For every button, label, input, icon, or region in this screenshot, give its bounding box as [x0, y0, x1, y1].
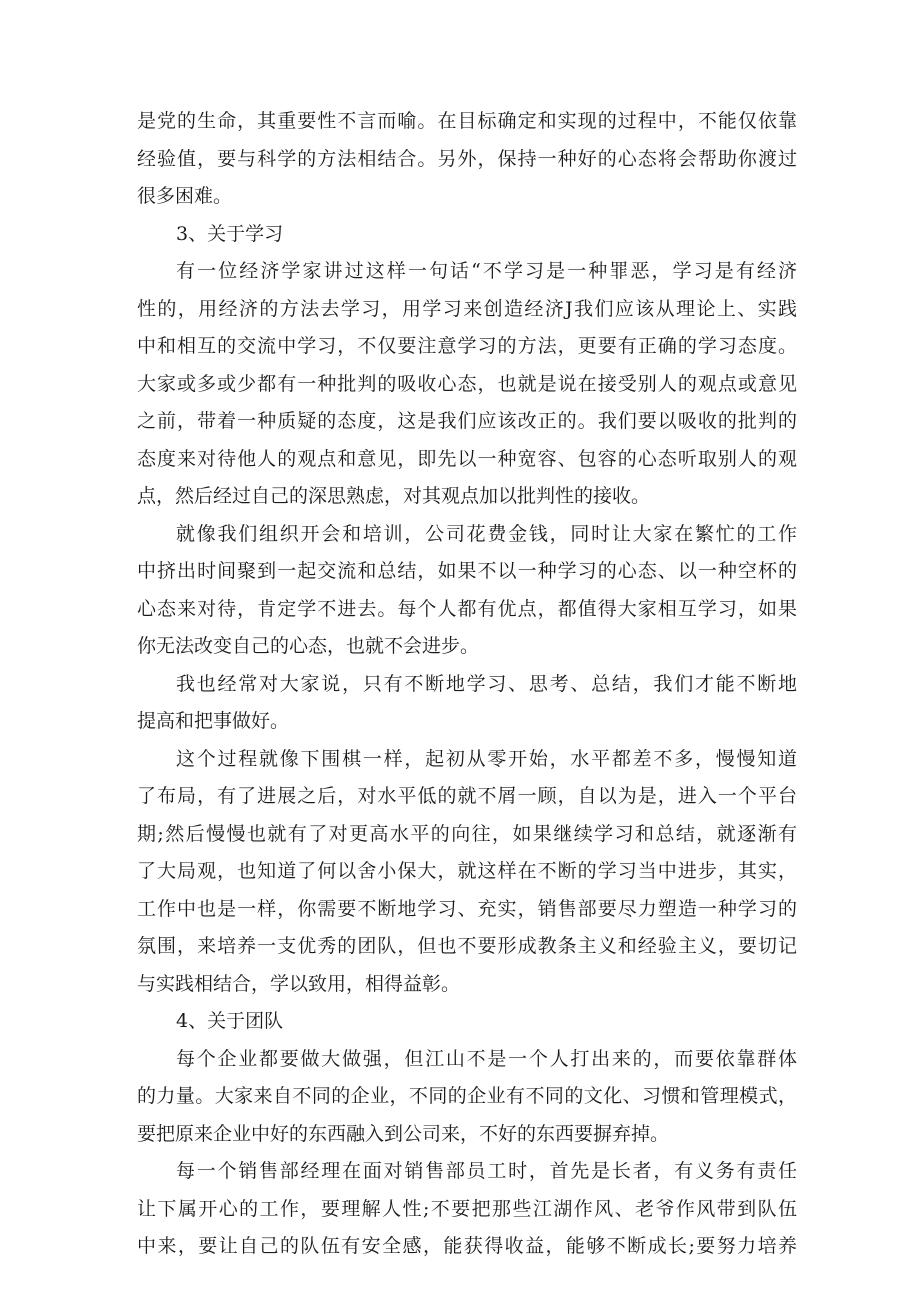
text-line: 每一个销售部经理在面对销售部员工时，首先是长者，有义务有责任	[176, 1160, 797, 1182]
text-line: 要把原来企业中好的东西融入到公司来，不好的东西要摒弃掉。	[137, 1122, 670, 1145]
text-line: 就像我们组织开会和培训，公司花费金钱，同时让大家在繁忙的工作	[176, 522, 797, 545]
paragraph-economist	[137, 253, 797, 516]
paragraph-goal-continuation	[137, 103, 797, 216]
text-line: 每个企业都要做大做强，但江山不是一个人打出来的，而要依靠群体	[176, 1047, 797, 1070]
section-heading-team	[137, 1003, 797, 1041]
text-line: 提高和把事做好。	[137, 710, 290, 732]
section-heading-learning	[137, 216, 797, 254]
text-line: 氛围，来培养一支优秀的团队，但也不要形成教条主义和经验主义，要切记	[137, 935, 797, 957]
paragraph-training	[137, 516, 797, 666]
text-line: 你无法改变自己的心态，也就不会进步。	[137, 635, 480, 657]
text-line: 很多困难。	[137, 185, 233, 207]
paragraph-weiqi	[137, 741, 797, 1004]
section-heading-text: 4、关于团队	[176, 1010, 284, 1032]
text-line: 性的，用经济的方法去学习，用学习来创造经济J我们应该从理论上、实践	[137, 297, 797, 320]
text-line: 我也经常对大家说，只有不断地学习、思考、总结，我们才能不断地	[176, 672, 797, 695]
text-line: 中和相互的交流中学习，不仅要注意学习的方法，更要有正确的学习态度。	[137, 335, 797, 357]
paragraph-enterprise	[137, 1041, 797, 1154]
paragraph-keep-learning	[137, 666, 797, 741]
text-line: 的力量。大家来自不同的企业，不同的企业有不同的文化、习惯和管理模式，	[137, 1085, 797, 1107]
paragraph-manager	[137, 1153, 797, 1266]
text-line: 工作中也是一样，你需要不断地学习、充实，销售部要尽力塑造一种学习的	[137, 897, 797, 920]
text-line: 点，然后经过自己的深思熟虑，对其观点加以批判性的接收。	[137, 485, 651, 507]
text-line: 了布局，有了进展之后，对水平低的就不屑一顾，自以为是，进入一个平台	[137, 785, 797, 807]
text-line: 是党的生命，其重要性不言而喻。在目标确定和实现的过程中，不能仅依靠	[137, 110, 797, 132]
text-line: 与实践相结合，学以致用，相得益彰。	[137, 972, 461, 995]
document-page	[137, 103, 797, 1266]
text-line: 了大局观，也知道了何以舍小保大，就这样在不断的学习当中进步，其实，	[137, 860, 797, 882]
text-line: 之前，带着一种质疑的态度，这是我们应该改正的。我们要以吸收的批判的	[137, 410, 797, 432]
text-line: 有一位经济学家讲过这样一句话“不学习是一种罪恶，学习是有经济	[176, 260, 797, 282]
text-line: 这个过程就像下围棋一样，起初从零开始，水平都差不多，慢慢知道	[176, 747, 797, 770]
text-line: 大家或多或少都有一种批判的吸收心态，也就是说在接受别人的观点或意见	[137, 372, 797, 395]
text-line: 经验值，要与科学的方法相结合。另外，保持一种好的心态将会帮助你渡过	[137, 147, 797, 170]
text-line: 中挤出时间聚到一起交流和总结，如果不以一种学习的心态、以一种空杯的	[137, 560, 797, 582]
text-line: 期;然后慢慢也就有了对更高水平的向往，如果继续学习和总结，就逐渐有	[137, 822, 797, 845]
text-line: 中来，要让自己的队伍有安全感，能获得收益，能够不断成长;要努力培养	[137, 1235, 797, 1257]
text-line: 态度来对待他人的观点和意见，即先以一种宽容、包容的心态听取别人的观	[137, 447, 797, 470]
text-line: 心态来对待，肯定学不进去。每个人都有优点，都值得大家相互学习，如果	[137, 597, 797, 620]
section-heading-text: 3、关于学习	[176, 222, 284, 245]
text-line: 让下属开心的工作，要理解人性;不要把那些江湖作风、老爷作风带到队伍	[137, 1197, 797, 1220]
